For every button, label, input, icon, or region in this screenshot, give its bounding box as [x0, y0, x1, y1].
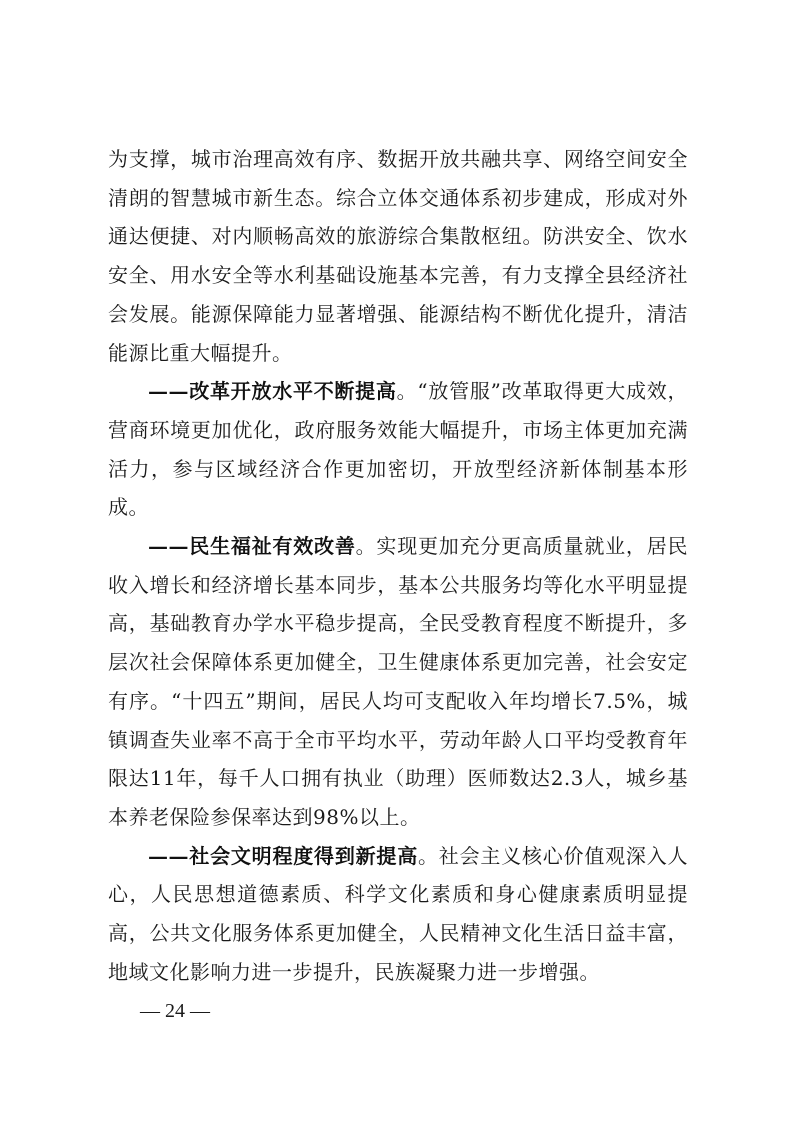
- heading-reform-opening: ——改革开放水平不断提高: [148, 379, 397, 404]
- paragraph-civilization: [108, 837, 688, 992]
- body-livelihood: 。实现更加充分更高质量就业，居民收入增长和经济增长基本同步，基本公共服务均等化水平明显提高，基础教育办学水平稳步提高，全民受教育程度不断提升，多层次社会保障体系更加健全，卫生健康体系更加完善，社会安定有序。“十四五”期间，居民人均可支配收入年均增长7.5%，城镇调查失业率不高于全市平均水平，劳动年龄人口平均受教育年限达11年，每千人口拥有执业（助理）医师数达2.3人，城乡基本养老保险参保率达到98%以上。: [108, 534, 688, 829]
- heading-livelihood: ——民生福祉有效改善: [148, 534, 356, 559]
- paragraph-smart-city: 为支撑，城市治理高效有序、数据开放共融共享、网络空间安全清朗的智慧城市新生态。综合立体交通体系初步建成，形成对外通达便捷、对内顺畅高效的旅游综合集散枢纽。防洪安全、饮水安全、用水安全等水利基础设施基本完善，有力支撑全县经济社会发展。能源保障能力显著增强、能源结构不断优化提升，清洁能源比重大幅提升。: [108, 147, 688, 365]
- body-text: [108, 140, 688, 991]
- body-reform-opening: 。“放管服”改革取得更大成效，营商环境更加优化，政府服务效能大幅提升，市场主体更加充满活力，参与区域经济合作更加密切，开放型经济新体制基本形成。: [108, 379, 689, 520]
- paragraph-livelihood: [108, 527, 688, 837]
- body-civilization: 。社会主义核心价值观深入人心，人民思想道德素质、科学文化素质和身心健康素质明显提高，公共文化服务体系更加健全，人民精神文化生活日益丰富，地域文化影响力进一步提升，民族凝聚力进一步增强。: [108, 843, 688, 984]
- paragraph-reform-opening: [108, 372, 688, 527]
- page-number: — 24 —: [140, 1000, 210, 1022]
- heading-civilization: ——社会文明程度得到新提高: [148, 843, 418, 868]
